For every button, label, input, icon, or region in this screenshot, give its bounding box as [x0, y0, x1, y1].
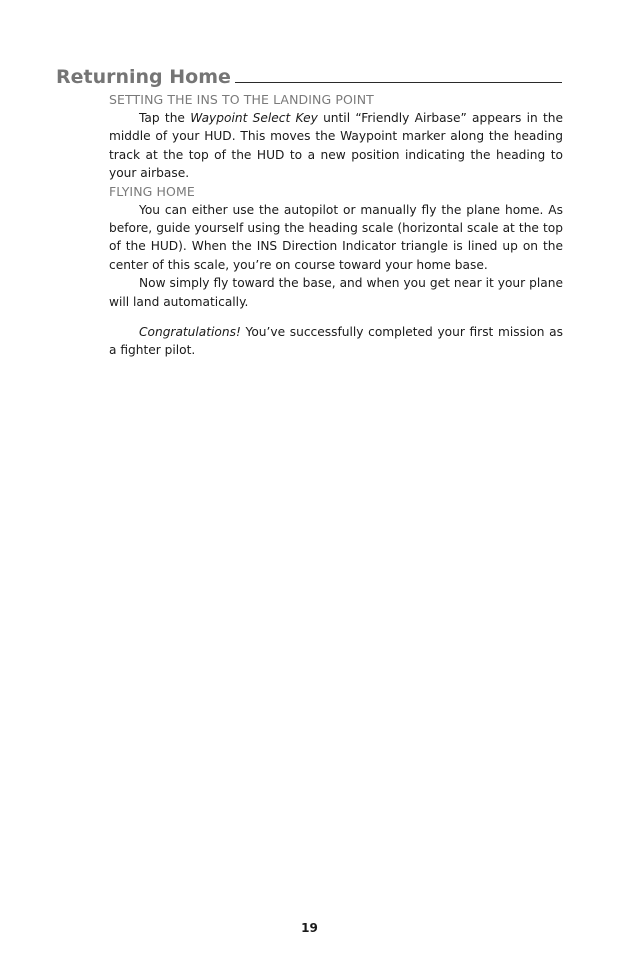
page-number: 19 — [301, 921, 318, 935]
subheading-setting-ins: SETTING THE INS TO THE LANDING POINT — [109, 92, 374, 107]
spacer — [109, 311, 563, 323]
paragraph-text: Tap the — [139, 111, 191, 125]
paragraph-autopilot: You can either use the autopilot or manually fly the plane home. As before, guide yourself using the heading scale (horizontal scale at the top of the HUD). When the INS Direction Indicator triangle is lined up on the center of this scale, you’re on course toward your home base. — [109, 202, 563, 272]
page-title: Returning Home — [56, 66, 231, 88]
body-content — [109, 91, 563, 360]
paragraph-text: until “Friendly Airbase” appears in the middle of your HUD. This moves the Waypoint marker along the heading track at the top of the HUD to a new position indicating the heading to your airbase. — [109, 111, 563, 181]
section-heading-row — [56, 64, 562, 88]
paragraph-text: You’ve successfully completed your first mission as a fighter pilot. — [109, 325, 563, 358]
heading-underline-rule — [235, 82, 562, 83]
subheading-flying-home: FLYING HOME — [109, 183, 195, 199]
paragraph-fly-toward-base: Now simply fly toward the base, and when you get near it your plane will land automatically. — [109, 276, 563, 309]
paragraph-tap-waypoint — [109, 109, 563, 183]
paragraph-congratulations — [109, 323, 563, 360]
emphasis-text: Waypoint Select Key — [190, 111, 318, 125]
emphasis-text: Congratulations! — [139, 325, 241, 340]
